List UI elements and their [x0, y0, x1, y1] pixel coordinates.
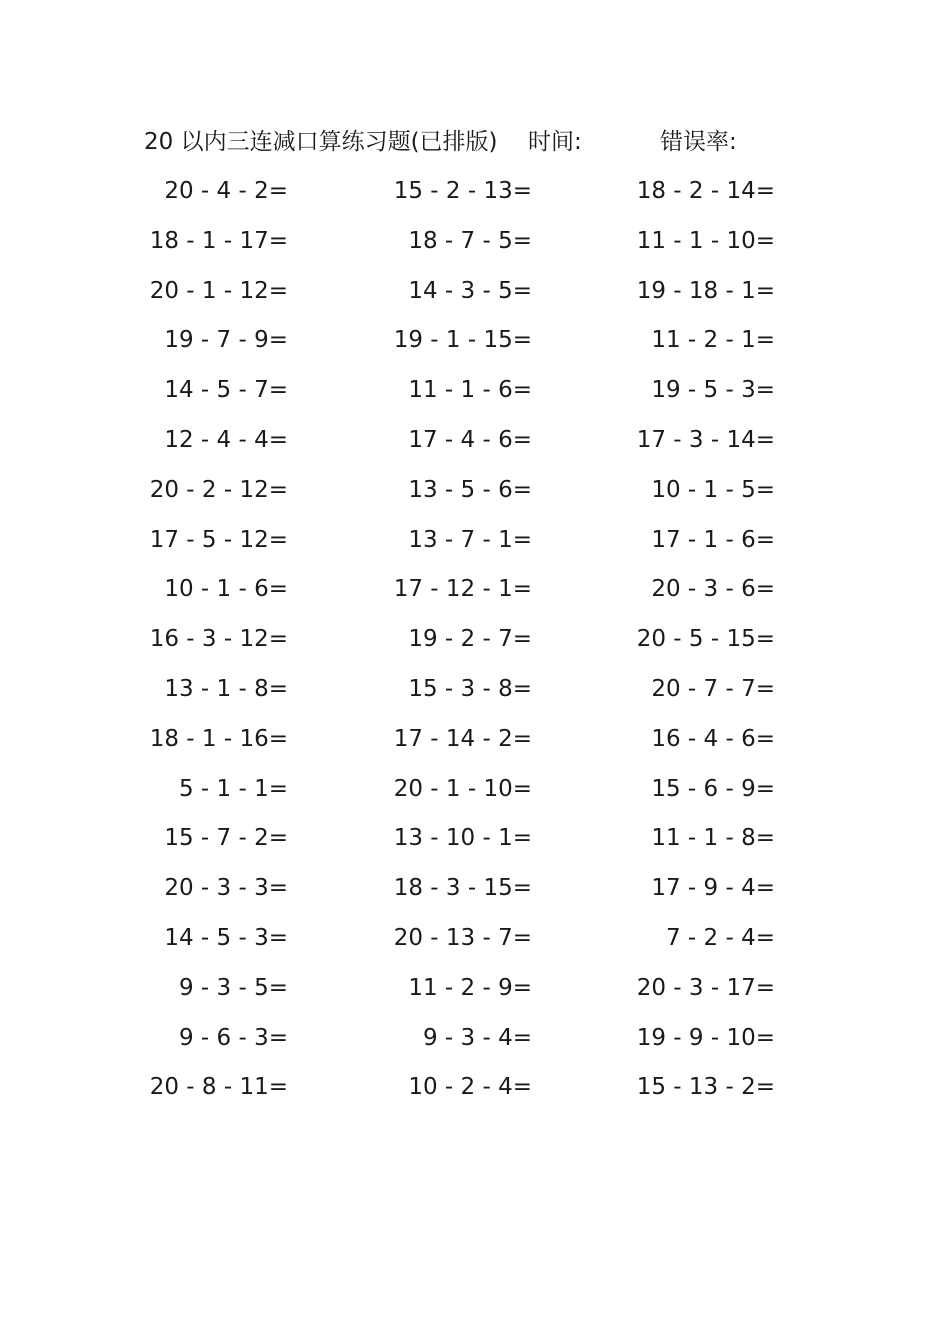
problem-cell: 5 - 1 - 1= — [178, 775, 288, 802]
problem-cell: 10 - 2 - 4= — [408, 1074, 532, 1101]
problem-grid — [0, 170, 950, 1116]
problem-cell: 20 - 1 - 12= — [149, 277, 288, 304]
problem-cell: 9 - 3 - 5= — [178, 974, 288, 1001]
problem-cell: 9 - 3 - 4= — [422, 1024, 532, 1051]
problem-cell: 17 - 9 - 4= — [651, 875, 775, 902]
problem-cell: 11 - 2 - 1= — [651, 327, 775, 354]
problem-row — [0, 319, 950, 369]
problem-cell: 16 - 3 - 12= — [149, 626, 288, 653]
problem-cell: 13 - 1 - 8= — [164, 675, 288, 702]
problem-row — [0, 568, 950, 618]
problem-cell: 13 - 5 - 6= — [408, 476, 532, 503]
problem-row — [0, 519, 950, 569]
problem-row — [0, 817, 950, 867]
problem-cell: 20 - 3 - 3= — [164, 875, 288, 902]
problem-cell: 10 - 1 - 6= — [164, 576, 288, 603]
problem-cell: 15 - 13 - 2= — [636, 1074, 775, 1101]
problem-cell: 14 - 5 - 3= — [164, 924, 288, 951]
problem-cell: 17 - 3 - 14= — [636, 426, 775, 453]
problem-row — [0, 718, 950, 768]
problem-cell: 11 - 1 - 8= — [651, 825, 775, 852]
problem-cell: 18 - 7 - 5= — [408, 227, 532, 254]
problem-cell: 20 - 1 - 10= — [393, 775, 532, 802]
problem-cell: 19 - 18 - 1= — [636, 277, 775, 304]
problem-cell: 14 - 3 - 5= — [408, 277, 532, 304]
problem-cell: 11 - 2 - 9= — [408, 974, 532, 1001]
problem-row — [0, 220, 950, 270]
problem-row — [0, 917, 950, 967]
problem-row — [0, 1017, 950, 1067]
problem-cell: 17 - 5 - 12= — [149, 526, 288, 553]
problem-cell: 20 - 3 - 6= — [651, 576, 775, 603]
problem-cell: 14 - 5 - 7= — [164, 377, 288, 404]
problem-row — [0, 369, 950, 419]
problem-cell: 20 - 2 - 12= — [149, 476, 288, 503]
problem-cell: 19 - 9 - 10= — [636, 1024, 775, 1051]
time-label: 时间: — [528, 129, 582, 155]
problem-cell: 16 - 4 - 6= — [651, 725, 775, 752]
problem-cell: 7 - 2 - 4= — [665, 924, 775, 951]
problem-cell: 20 - 13 - 7= — [393, 924, 532, 951]
problem-cell: 17 - 1 - 6= — [651, 526, 775, 553]
problem-cell: 18 - 1 - 16= — [149, 725, 288, 752]
problem-cell: 13 - 10 - 1= — [393, 825, 532, 852]
problem-cell: 15 - 2 - 13= — [393, 178, 532, 204]
problem-cell: 17 - 12 - 1= — [393, 576, 532, 603]
problem-cell: 9 - 6 - 3= — [178, 1024, 288, 1051]
problem-cell: 18 - 2 - 14= — [636, 178, 775, 204]
problem-row — [0, 768, 950, 818]
problem-row — [0, 419, 950, 469]
problem-row — [0, 618, 950, 668]
problem-cell: 15 - 3 - 8= — [408, 675, 532, 702]
problem-row — [0, 867, 950, 917]
problem-cell: 19 - 5 - 3= — [651, 377, 775, 404]
problem-cell: 18 - 3 - 15= — [393, 875, 532, 902]
problem-cell: 15 - 6 - 9= — [651, 775, 775, 802]
problem-cell: 12 - 4 - 4= — [164, 426, 288, 453]
problem-cell: 20 - 4 - 2= — [164, 178, 288, 204]
problem-cell: 15 - 7 - 2= — [164, 825, 288, 852]
problem-row — [0, 967, 950, 1017]
problem-cell: 19 - 2 - 7= — [408, 626, 532, 653]
problem-cell: 20 - 7 - 7= — [651, 675, 775, 702]
problem-cell: 10 - 1 - 5= — [651, 476, 775, 503]
problem-cell: 19 - 1 - 15= — [393, 327, 532, 354]
problem-cell: 17 - 4 - 6= — [408, 426, 532, 453]
problem-cell: 20 - 3 - 17= — [636, 974, 775, 1001]
problem-row — [0, 469, 950, 519]
problem-cell: 11 - 1 - 10= — [636, 227, 775, 254]
problem-row — [0, 1066, 950, 1116]
problem-cell: 20 - 8 - 11= — [149, 1074, 288, 1101]
problem-cell: 19 - 7 - 9= — [164, 327, 288, 354]
problem-cell: 11 - 1 - 6= — [408, 377, 532, 404]
problem-row — [0, 170, 950, 220]
problem-row — [0, 270, 950, 320]
problem-cell: 17 - 14 - 2= — [393, 725, 532, 752]
problem-row — [0, 668, 950, 718]
error-rate-label: 错误率: — [660, 129, 737, 155]
problem-cell: 13 - 7 - 1= — [408, 526, 532, 553]
worksheet-title: 20 以内三连减口算练习题(已排版) — [144, 129, 498, 155]
problem-cell: 20 - 5 - 15= — [636, 626, 775, 653]
problem-cell: 18 - 1 - 17= — [149, 227, 288, 254]
